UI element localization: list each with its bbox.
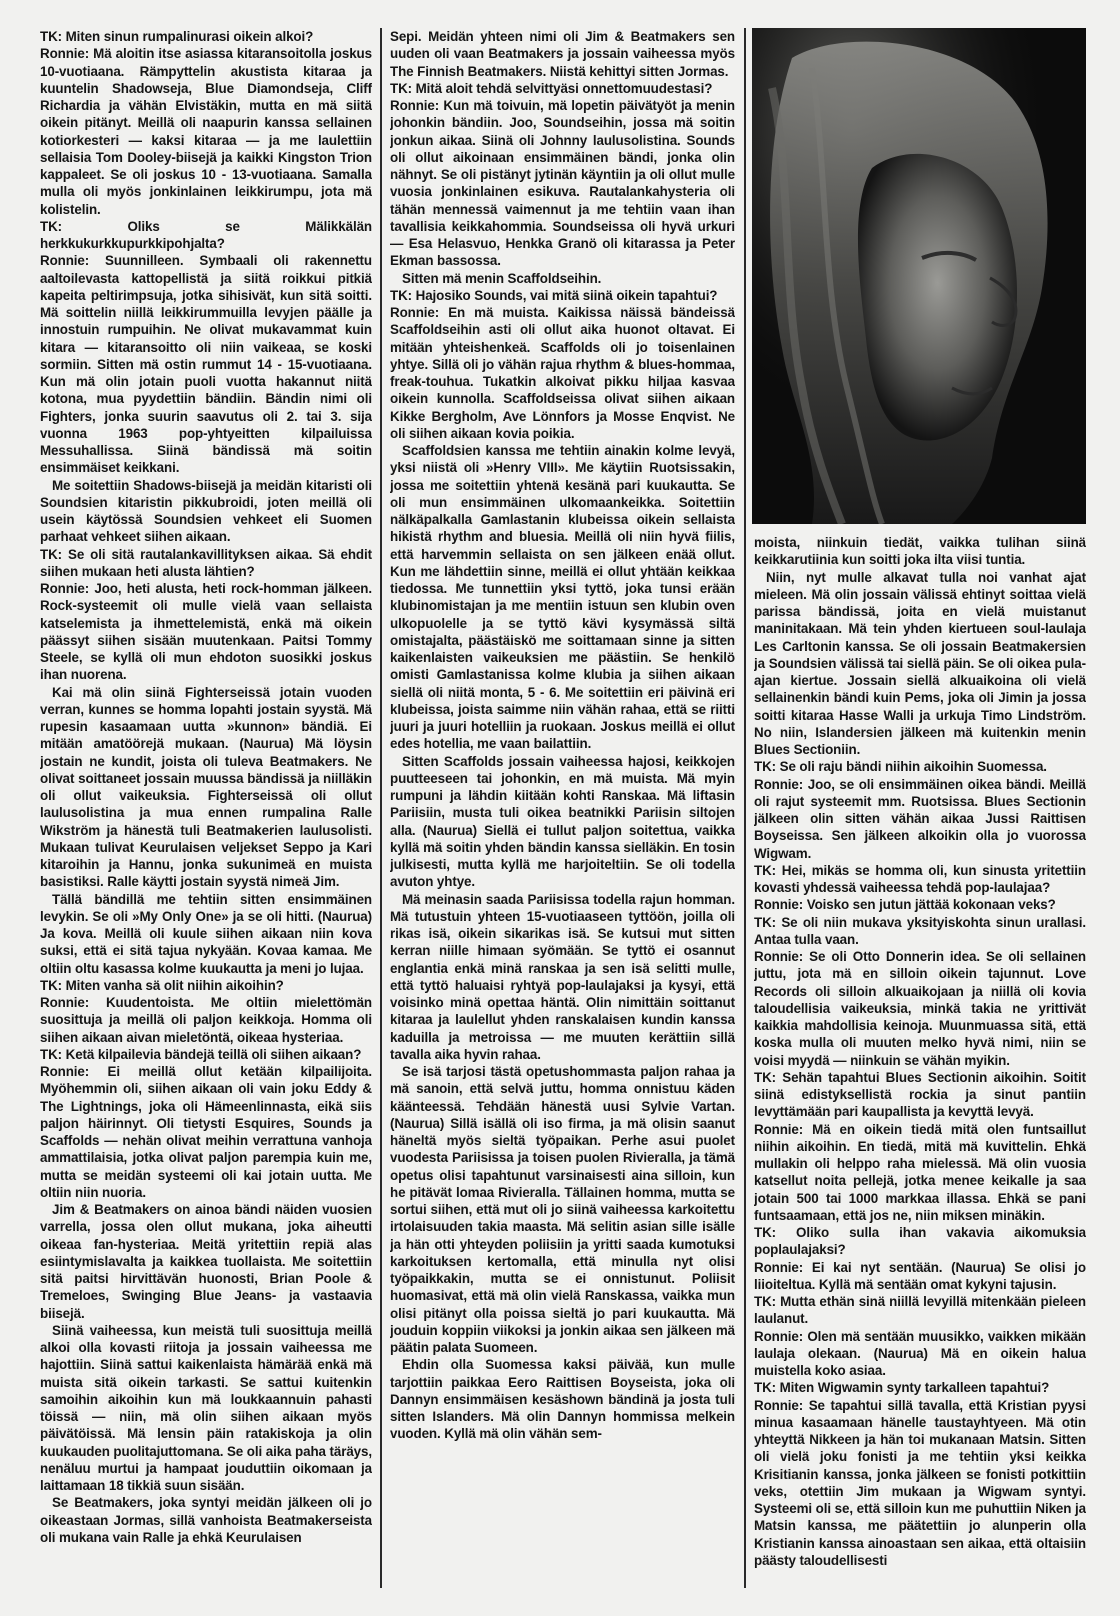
col2-paragraph: Ehdin olla Suomessa kaksi päivää, kun mulle tarjottiin paikkaa Eero Raittisen Boyseista, joka oli Dannyn ensimmäisen kesäshown bändinä ja josta tuli sitten Islanders. Mä olin Dannyn hommissa melkein vuoden. Kyllä mä olin vähän sem-: [390, 1357, 735, 1442]
col3-paragraph: TK: Hei, mikäs se homma oli, kun sinusta yritettiin kovasti yhdessä vaiheessa tehdä pop-laulajaa?: [754, 862, 1086, 895]
col2-paragraph: TK: Mitä aloit tehdä selvittyäsi onnettomuudestasi?: [390, 80, 713, 96]
col1-paragraph: TK: Miten vanha sä olit niihin aikoihin?: [40, 977, 284, 993]
col3-paragraph: Ronnie: Mä en oikein tiedä mitä olen funtsaillut niihin aikoihin. En tiedä, mitä mä kuvittelin. Ehkä mullakin oli helppo raha mielessä. Mä olin vuosia katsellut noita pellejä, jotka menee keikalle ja saa jotain 500 tai 1000 markkaa illassa. Ehkä se pani funtsaamaan, että jos ne, niin miksen minäkin.: [754, 1121, 1086, 1223]
col3-paragraph: Ronnie: Ei kai nyt sentään. (Naurua) Se olisi jo liioiteltua. Kyllä mä sentään omat kykyni tajusin.: [754, 1259, 1086, 1292]
col3-paragraph: TK: Se oli niin mukava yksityiskohta sinun urallasi. Antaa tulla vaan.: [754, 914, 1086, 947]
col3-paragraph: TK: Se oli raju bändi niihin aikoihin Suomessa.: [754, 759, 1047, 775]
col1-paragraph: Tällä bändillä me tehtiin sitten ensimmäinen levykin. Se oli »My Only One» ja se oli hitti. (Naurua) Ja kova. Meillä oli kuule siihen aikaan niin kova suksi, että ei sitä tajua nykyään. Kovaa kamaa. Me oltiin oltu kasassa kolme kuukautta ja meni jo lujaa.: [40, 891, 372, 976]
col2-paragraph: Ronnie: En mä muista. Kaikissa näissä bändeissä Scaffoldseihin asti oli ollut aika huonot oltavat. Ei mitään yhteishenkeä. Scaffolds oli jo toisenlainen yhtye. Sillä oli jo vähän rajua rhythm & blues-hommaa, freak-touhua. Tukatkin alkoivat pikku hiljaa kasvaa oikein kunnolla. Scaffoldseissa olivat siihen aikaan Kikke Bergholm, Ave Lönnfors ja Mosse Enqvist. Ne oli siihen aikaan kovia poikia.: [390, 305, 735, 441]
text-column-3: [754, 534, 1086, 1588]
col1-paragraph: Ronnie: Joo, heti alusta, heti rock-homman jälkeen. Rock-systeemit oli mulle vielä vaan sellaista katselemista ja ihmettelemistä, enkä mä oikein päässyt siihen sisään muutenkaan. Paitsi Tommy Steele, se kyllä oli mun ehdoton suosikki joskus ihan nuorena.: [40, 581, 372, 683]
column-divider-2: [744, 28, 746, 1588]
col2-paragraph: TK: Hajosiko Sounds, vai mitä siinä oikein tapahtui?: [390, 287, 718, 303]
col3-paragraph: TK: Mutta ethän sinä niillä levyillä mitenkään pieleen laulanut.: [754, 1294, 1086, 1327]
text-column-2: [390, 28, 735, 1588]
col3-paragraph: Niin, nyt mulle alkavat tulla noi vanhat ajat mieleen. Mä olin jossain välissä ehtinyt soittaa vielä parissa bändissä, joita en vielä muistanut maninitakaan. Mä tein yhden kiertueen soul-laulaja Les Carltonin kanssa. Se oli jossain Beatmakersien ja Soundsien välissä tai siellä päin. Se oli oikea pula-ajan kiertue. Jossain siellä alkuaikoina oli vielä sellainenkin bändi kuin Pems, joka oli Jimin ja jossa soitti kitaraa Hasse Walli ja urkuja Timo Lindström. No niin, Islandersien jälkeen mä kuitenkin menin Blues Sectioniin.: [754, 569, 1086, 757]
portrait-photo: [752, 28, 1086, 524]
col1-paragraph: TK: Miten sinun rumpalinurasi oikein alkoi?: [40, 29, 314, 44]
col3-paragraph: TK: Oliko sulla ihan vakavia aikomuksia poplaulajaksi?: [754, 1225, 1086, 1258]
col1-paragraph: Siinä vaiheessa, kun meistä tuli suosittuja meillä alkoi olla kovasti riitoja ja jossain vaiheessa me hajottiin. Siinä sattui kaikenlaista hämärää enkä mä muista sitä oikein tarkasti. Se sattui kuitenkin samoihin aikoihin kun mä loukkaannuin pahasti töissä — niin, mä olin siihen aikaan myös päivätöissä. Mä lensin päin ratakiskoja ja olin kuukauden puolitajuttomana. Se oli aika paha täräys, nenäluu murtui ja hampaat jouduttiin oikomaan ja laittamaan 18 tikkiä suun sisään.: [40, 1322, 372, 1493]
col1-paragraph: Jim & Beatmakers on ainoa bändi näiden vuosien varrella, jossa olen ollut mukana, joka aiheutti oikeaa fan-hysteriaa. Meitä yritettiin repiä alas esiintymislavalta ja kaikkea tuollaista. Me soitettiin sitä paitsi hirvittävän huonosti, Brian Poole & Tremeloes, Swinging Blue Jeans- ja vastaavia biisejä.: [40, 1202, 372, 1321]
col3-paragraph: moista, niinkuin tiedät, vaikka tulihan siinä keikkarutiinia kun soitti joka ilta viisi tuntia.: [754, 535, 1086, 568]
portrait-photo-icon: [752, 28, 1086, 524]
col2-paragraph: Mä meinasin saada Pariisissa todella rajun homman. Mä tutustuin yhteen 15-vuotiaaseen tyttöön, joilla oli rikas isä, oikein sikarikas isä. Se kutsui mut sitten kerran niille himaan syömään. Se tyttö ei osannut englantia enkä minä ranskaa ja sen isä selitti mulle, että tyttö haluaisi ryhtyä pop-laulajaksi ja kysyi, että voisinko minä opettaa häntä. Olin nimittäin soittanut kitaraa ja laulellut yhden ranskalaisen kundin kanssa kaduilla ja metroissa — me muuten kerättiin sillä tavalla aika hyvin rahaa.: [390, 891, 735, 1062]
column-divider-1: [380, 28, 382, 1588]
col1-paragraph: Me soitettiin Shadows-biisejä ja meidän kitaristi oli Soundsien kitaristin pikkubroidi, joten meillä oli usein käytössä Soundsien vehkeet eli Suomen parhaat vehkeet siihen aikaan.: [40, 477, 372, 545]
col2-paragraph: Sitten Scaffolds jossain vaiheessa hajosi, keikkojen puutteeseen tai johonkin, en mä muista. Mä myin rumpuni ja lähdin kiitään kohti Ranskaa. Mä liftasin Pariisiin, musta tuli oikea beatnikki Pariisin siltojen alla. (Naurua) Siellä ei tullut paljon soitettua, vaikka kyllä mä soitin yhden bändin kanssa sielläkin. En tosin julkisesti, mutta kyllä me harjoiteltiin. Se oli todella avuton yhtye.: [390, 753, 735, 890]
col3-paragraph: Ronnie: Voisko sen jutun jättää kokonaan veks?: [754, 897, 1056, 913]
col2-paragraph: Sepi. Meidän yhteen nimi oli Jim & Beatmakers sen uuden oli vaan Beatmakers ja jossain vaiheessa myös The Finnish Beatmakers. Niistä kehittyi sitten Jormas.: [390, 29, 735, 79]
col3-paragraph: TK: Sehän tapahtui Blues Sectionin aikoihin. Soitit siinä edistyksellistä rockia ja sinut pantiin levyttämään pari kaupallista ja kevyttä levyä.: [754, 1069, 1086, 1120]
col2-paragraph: Ronnie: Kun mä toivuin, mä lopetin päivätyöt ja menin johonkin bändiin. Joo, Soundseihin, jossa mä soitin jonkun aikaa. Siinä oli Johnny laulusolistina. Sounds oli ollut aikoinaan ensimmäinen bändi, jonka olin nähnyt. Se oli pistänyt jytinän käyntiin ja oli ollut mulle vuosia jonkinlainen esikuva. Rautalankahysteria oli tähän mennessä vaimennut ja me tehtiin vaan ihan tavallisia keikkahommia. Soundseissa oli hyvä urkuri — Esa Helasvuo, Henkka Granö oli kitarassa ja Peter Ekman bassossa.: [390, 98, 735, 269]
col1-paragraph: TK: Ketä kilpailevia bändejä teillä oli siihen aikaan?: [40, 1046, 362, 1062]
col1-paragraph: Ronnie: Mä aloitin itse asiassa kitaransoitolla joskus 10-vuotiaana. Rämpyttelin akustista kitaraa ja kuuntelin Shadowseja, Blue Diamondseja, Cliff Richardia ja vähän Elvistäkin, mutta en mä siitä oikein pitänyt. Meillä oli naapurin kanssa sellainen kotiorkesteri — kaksi kitaraa — ja me laulettiin sellaisia Tom Dooley-biisejä ja kaikki Kingston Trion kappaleet. Se oli joskus 10 - 13-vuotiaana. Samalla mulla oli myös jonkinlainen leikkirumpu, jota mä kolistelin.: [40, 46, 372, 217]
col1-paragraph: Ronnie: Suunnilleen. Symbaali oli rakennettu aaltoilevasta kattopellistä ja siitä roikkui pitkiä kapeita peltirimpsuja, jotka sihisivät, kun sitä soitti. Mä soittelin niillä leikkirummuilla levyjen päälle ja innostuin rumpuihin. Ne olivat mukavammat kuin kitara — kitaransoitto oli niin vaikeaa, se koski sormiin. Sitten mä ostin rummut 14 - 15-vuotiaana. Kun mä olin jotain puoli vuotta hakannut niitä kotona, mua pyydettiin bändiin. Bändin nimi oli Fighters, jonka suurin saavutus oli 2. tai 3. sija vuonna 1963 pop-yhtyeitten kilpailuissa Messuhallissa. Siinä bändissä mä soitin ensimmäiset keikkani.: [40, 253, 372, 476]
col2-paragraph: Se isä tarjosi tästä opetushommasta paljon rahaa ja mä sanoin, että selvä juttu, homma onnistuu käden käänteessä. Tehdään hänestä uusi Sylvie Vartan. (Naurua) Sillä isällä oli iso firma, ja mä olisin saanut häneltä myös sieltä työpaikan. Perhe asui puolet vuodesta Pariisissa ja toisen puolen Rivieralla, ja tämä opetus olisi tapahtunut varsinaisesti aina silloin, kun he pitävät lomaa Rivieralla. Tällainen homma, mutta se sortui siihen, että mut oli jo siinä vaiheessa karkoitettu irtolaisuuden takia maasta. Mä selitin asian sille isälle ja hän otti yhteyden poliisiin ja yritti saada kumotuksi karkoituksen kertomalla, että minulla nyt olisi työpaikkakin, mutta se ei onnistunut. Poliisit huomasivat, että mä olin vielä Ranskassa, vaikka mun olisi pitänyt olla poissa sieltä jo pari kuukautta. Mä jouduin koppiin viikoksi ja jonkin aikaa sen jälkeen mä päätin palata Suomeen.: [390, 1064, 735, 1355]
col2-paragraph: Scaffoldsien kanssa me tehtiin ainakin kolme levyä, yksi niistä oli »Henry VIII». Me käytiin Ruotsissakin, jossa me soitettiin yhtenä kesänä pari kuukautta. Se oli mun ensimmäinen ulkomaankeikka. Soitettiin nälkäpalkalla Gamlastanin klubeissa oikein sellaista hikistä rhythm and bluesia. Meillä oli niin hyvä fiilis, että harvemmin sellaista on sen jälkeen enää ollut. Kun me lähdettiin sinne, meillä ei ollut yhtään keikkaa tiedossa. Me tunnettiin yksi tyttö, joka tunsi erään klubinomistajan ja me mentiin istuun sen klubin oven ulkopuolelle ja se tyttö kävi kysymässä siltä omistajalta, päästäiskö me soittamaan sinne ja sitten kaikenlaisten vaikeuksien me päästiin. Se henkilö omisti Gamlastanissa kolme klubia ja siihen aikaan siellä oli niitä monta, 5 - 6. Me soitettiin eri päivinä eri klubeissa, joista saimme niin vähän rahaa, että se riitti juuri ja juuri hotelliin ja ruokaan. Joskus meillä ei ollut edes hotellia, me vaan bailattiin.: [390, 443, 735, 752]
col1-paragraph: Kai mä olin siinä Fighterseissä jotain vuoden verran, kunnes se homma lopahti jostain syystä. Mä rupesin kasaamaan uutta »kunnon» bändiä. Ei mitään amatöörejä mukaan. (Naurua) Mä löysin jostain ne kundit, joista oli tuleva Beatmakers. Ne olivat soittaneet jossain muussa bändissä ja niilläkin oli ollut vaikeuksia. Fighterseissä oli ollut laulusolistina ja mua ennen rumpalina Ralle Wikström ja hänestä tuli Beatmakerien laulusolisti. Mukaan tulivat Keurulaisen veljekset Seppo ja Kari kitaroihin ja Hannu, jonka sukunimeä en muista basistiksi. Ralle käytti jostain syystä nimeä Jim.: [40, 684, 372, 890]
col3-paragraph: TK: Miten Wigwamin synty tarkalleen tapahtui?: [754, 1380, 1050, 1396]
col1-paragraph: Se Beatmakers, joka syntyi meidän jälkeen oli jo oikeastaan Jormas, sillä vanhoista Beatmakerseista oli mukana vain Ralle ja ehkä Keurulaisen: [40, 1495, 372, 1545]
col2-paragraph: Sitten mä menin Scaffoldseihin.: [402, 270, 602, 286]
col1-paragraph: TK: Oliks se Mälikkälän herkkukurkkupurkkipohjalta?: [40, 218, 372, 251]
col1-paragraph: TK: Se oli sitä rautalankavillityksen aikaa. Sä ehdit siihen mukaan heti alusta lähtien?: [40, 546, 372, 579]
col3-paragraph: Ronnie: Se oli Otto Donnerin idea. Se oli sellainen juttu, jota mä en silloin oikein tajunnut. Love Records oli silloin alkuaikojaan ja niillä oli kovia taloudellisia vaikeuksia, minkä takia ne yrittivät kaikkia mahdollisia keinoja. Muunmuassa sitä, että koska mulla oli muuten melko hyvä nimi, niin se voisi myydä — niinkuin se vähän myikin.: [754, 949, 1086, 1068]
col3-paragraph: Ronnie: Joo, se oli ensimmäinen oikea bändi. Meillä oli rajut systeemit mm. Ruotsissa. Blues Sectionin jälkeen olin sitten vähän aikaa Jussi Raittisen Boyseissa. Sen jälkeen alkoikin olla jo vuorossa Wigwam.: [754, 776, 1086, 861]
col3-paragraph: Ronnie: Olen mä sentään muusikko, vaikken mikään laulaja olekaan. (Naurua) Mä en oikein halua muistella koko asiaa.: [754, 1328, 1086, 1378]
text-column-1: [40, 28, 372, 1588]
col1-paragraph: Ronnie: Kuudentoista. Me oltiin mielettömän suosittuja ja meillä oli paljon keikkoja. Homma oli siihen aikaan aivan mieletöntä, oikeaa hysteriaa.: [40, 995, 372, 1045]
col1-paragraph: Ronnie: Ei meillä ollut ketään kilpailijoita. Myöhemmin oli, siihen aikaan oli vain joku Eddy & The Lightnings, joka oli Hämeenlinnasta, eikä siis paljon häirinnyt. Oli tietysti Esquires, Sounds ja Scaffolds — nehän olivat meihin verrattuna vanhoja ammattilaisia, jotka olivat paljon parempia kuin me, mutta se meidän systeemi oli kai jotain uutta. Me oltiin niin nuoria.: [40, 1064, 372, 1200]
col3-paragraph: Ronnie: Se tapahtui sillä tavalla, että Kristian pyysi minua kasaamaan hänelle taustayhtyeen. Mä otin yhteyttä Nikkeen ja hän toi mukanaan Matsin. Sitten oli vielä joku fonisti ja me tehtiin yksi keikka Krisitianin kanssa, jonka jälkeen se fonisti potkittiin veks, otettiin Jim mukaan ja Wigwam syntyi. Systeemi oli se, että silloin kun me puhuttiin Niken ja Matsin kanssa, me päätettiin jo alunperin olla Kristianin kanssa ainoastaan sen aikaa, että oltaisiin päästy taloudellisesti: [754, 1397, 1086, 1568]
